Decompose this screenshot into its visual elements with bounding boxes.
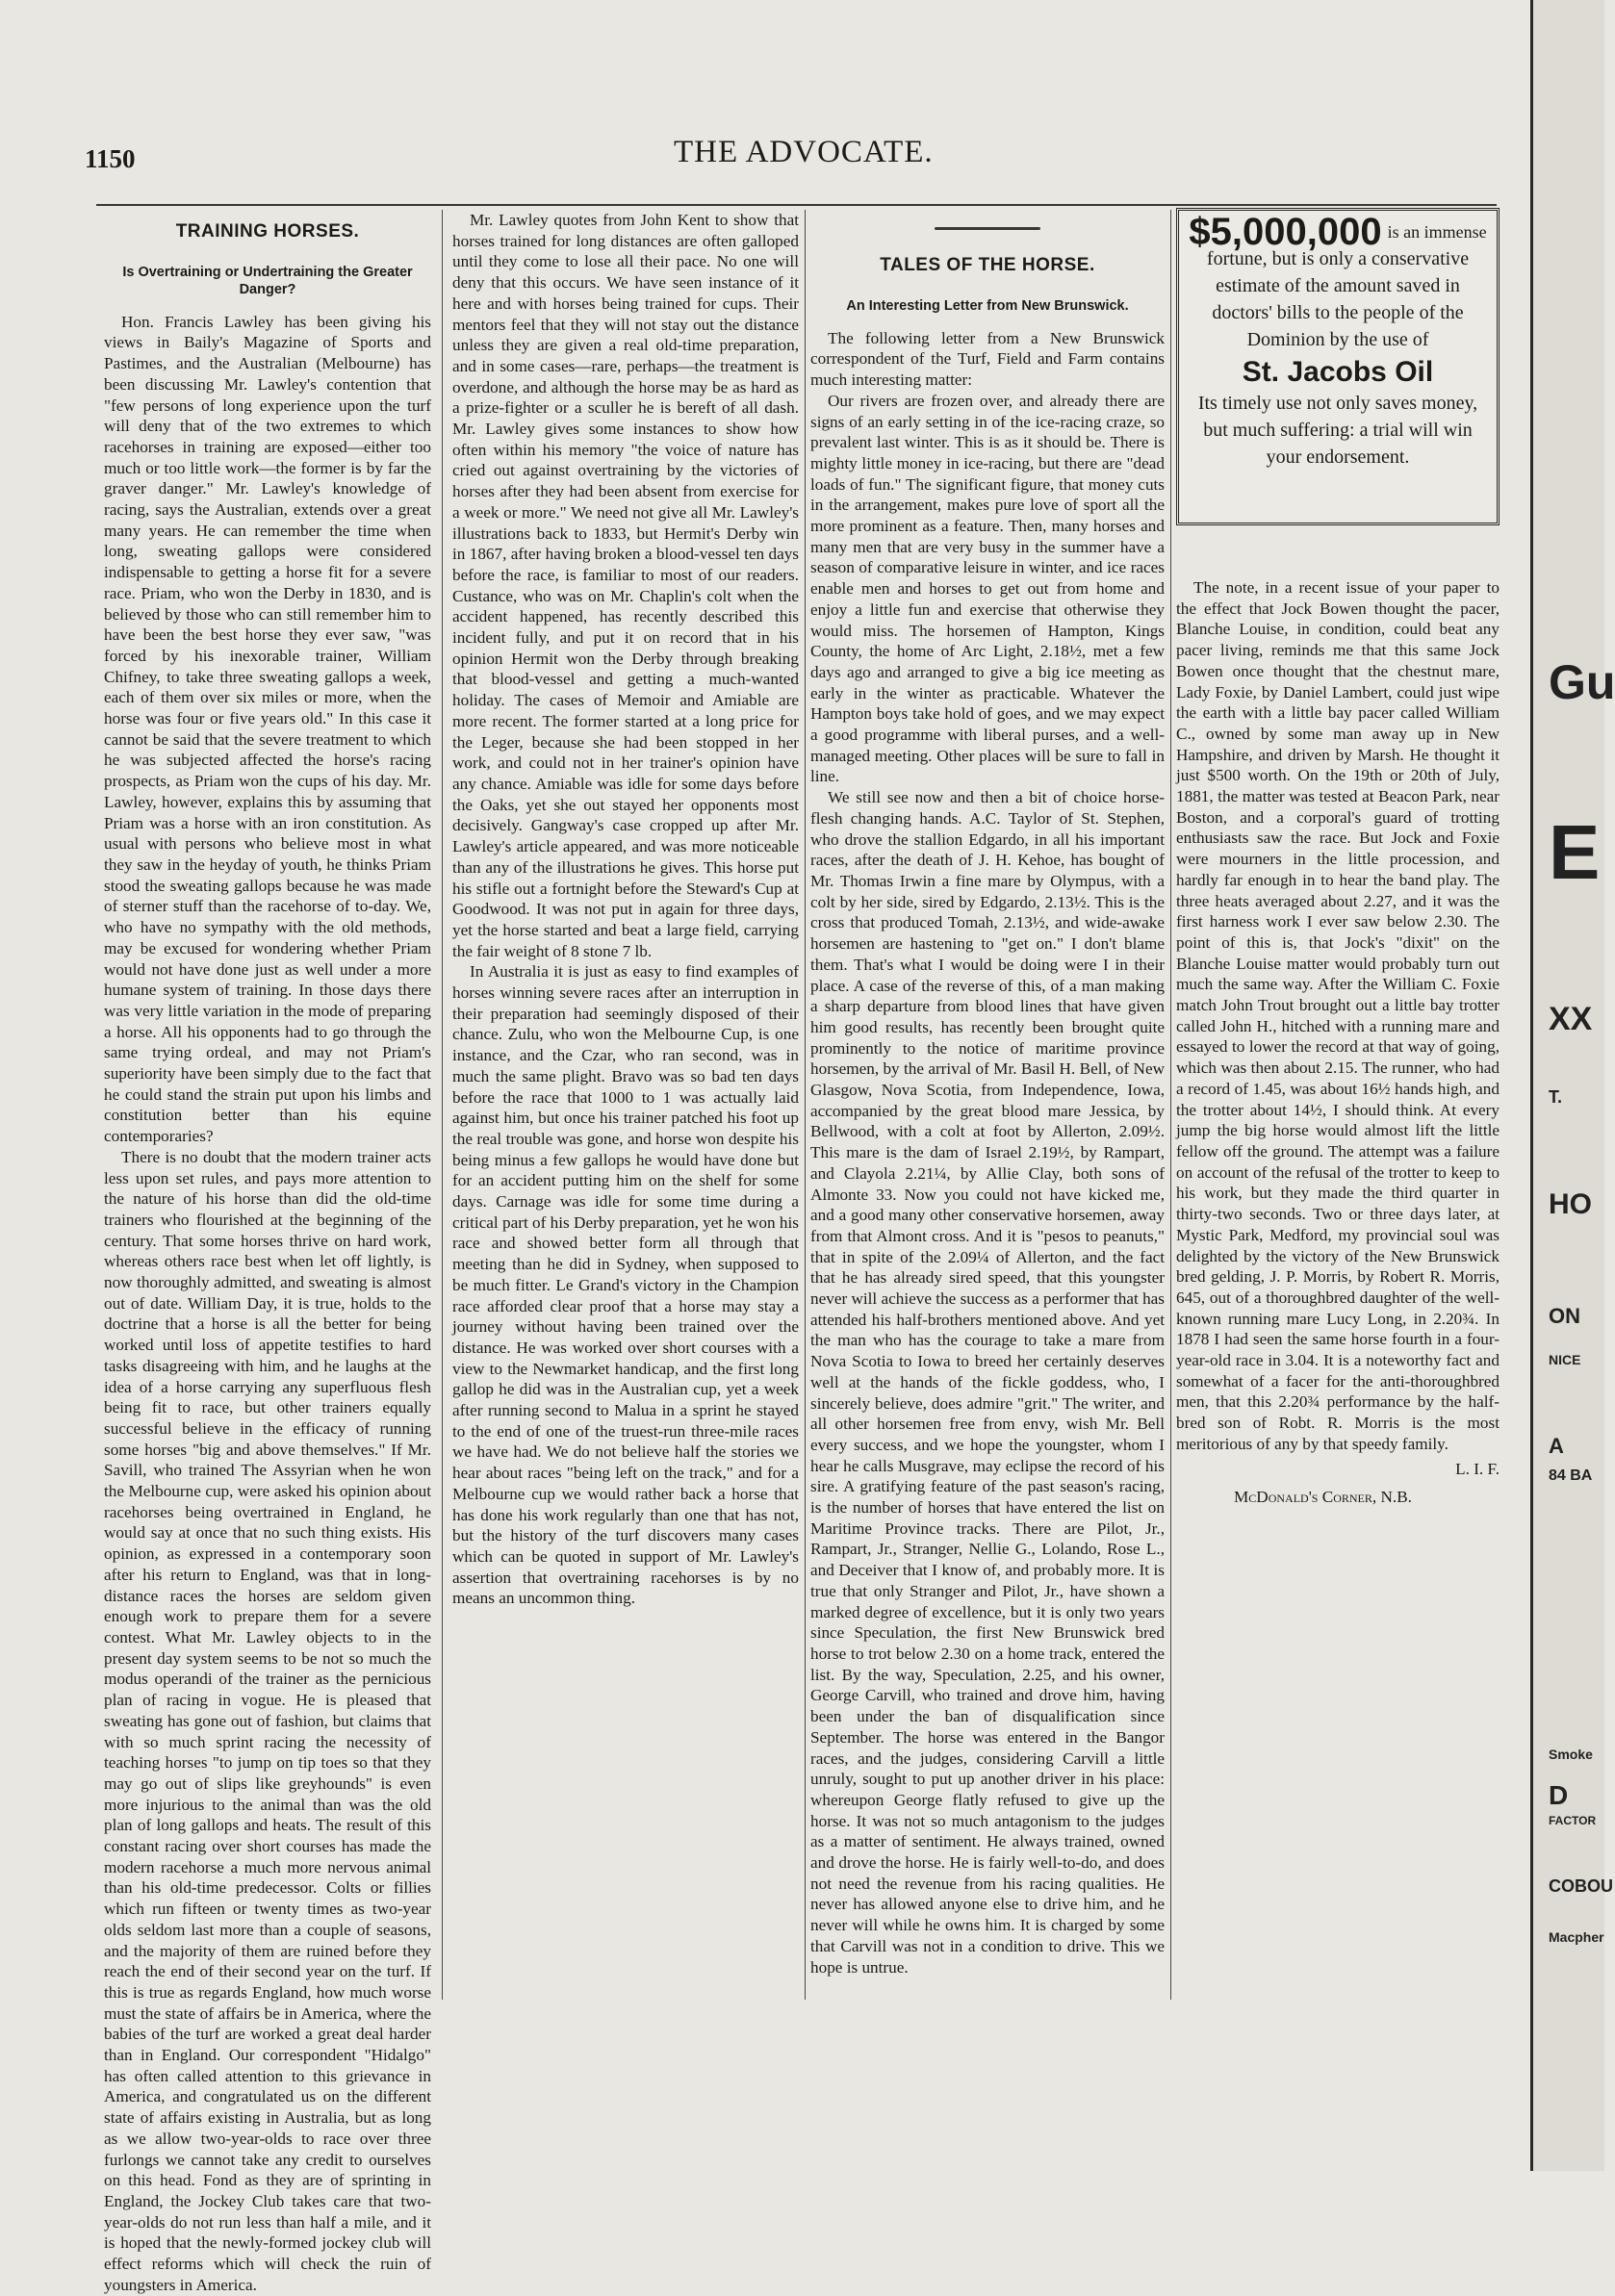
column-4: [1176, 577, 1500, 2000]
masthead-title: THE ADVOCATE.: [674, 135, 934, 169]
ad-amount: $5,000,000: [1189, 211, 1382, 253]
article-title: TRAINING HORSES.: [175, 221, 360, 242]
margin-fragment: Macpher: [1549, 1929, 1604, 1945]
margin-fragment: ON: [1549, 1304, 1580, 1328]
article-subtitle: Is Overtraining or Undertraining the Greater Danger?: [122, 264, 413, 297]
column-rule: [442, 210, 443, 2000]
section-divider: [935, 227, 1040, 230]
margin-fragment: E: [1549, 809, 1601, 895]
ad-text: is an immense: [1387, 222, 1487, 242]
ad-text: Its timely use not only saves money, but much suffering: a trial will win your endorsement.: [1197, 393, 1478, 468]
article-paragraph: Mr. Lawley quotes from John Kent to show that horses trained for long distances are often galloped until they come to lose all their pace. No one will deny that this occurs. We have seen instance of it here and with horses being trained for cups. Their mentors feel that they will not stay out the distance unless they are given a real old-time preparation, and in some cases—rare, perhaps—the treatment is overdone, and although the horse may be as hard as a prize-fighter or a sculler he is bereft of all dash. Mr. Lawley gives some instances to show how often within his memory "the voice of nature has cried out against overtraining by the victories of horses after they had been absent from exercise for a week or more." We need not give all Mr. Lawley's illustrations back to 1833, but Hermit's Derby win in 1867, after having broken a blood-vessel ten days before the race, is familiar to most of our readers. Custance, who was on Mr. Chaplin's colt when the accident happened, has recently described this incident fully, and put it on record that in his opinion Hermit won the Derby through breaking that blood-vessel and getting a much-wanted holiday. The cases of Memoir and Amiable are more recent. The former started at a long price for the Leger, because she had been stopped in her work, and could not in her trainer's opinion have any chance. Amiable was idle for some days before the Oaks, yet she out stayed her opponents most decisively. Gangway's case cropped up after Mr. Lawley's article appeared, and was more noticeable than any of the illustrations he gives. This horse put his stifle out a fortnight before the Steward's Cup at Goodwood. It was not put in again for three days, yet the horse started and beat a large field, carrying the fair weight of 8 stone 7 lb.: [452, 211, 799, 960]
article-title: TALES OF THE HORSE.: [880, 255, 1095, 275]
margin-fragment: 84 BA: [1549, 1467, 1593, 1484]
st-jacobs-oil-advertisement: [1176, 208, 1500, 525]
article-paragraph: Our rivers are frozen over, and already there are signs of an early setting in of the ice-racing craze, so prevalent last winter. This is as it should be. There is mighty little money in ice-racing, but there are "dead loads of fun." The significant figure, that money cuts in the arrangement, makes pure love of sport all the more prominent as a feature. Then, many horses and many men that are very busy in the summer have a season of comparative leisure in winter, and ice races enable men and horses to get out from home and enjoy a little fun and exercise that otherwise they would miss. The horsemen of Hampton, Kings County, the home of Arc Light, 2.18½, met a few days ago and arranged to give a big ice meeting as early in the winter as practicable. Whatever the Hampton boys take hold of goes, and we may expect a good programme with liberal purses, and a well-managed meeting. Other places will be sure to fall in line.: [810, 391, 1165, 786]
column-1: [104, 210, 431, 2294]
margin-fragment: T.: [1549, 1087, 1563, 1107]
margin-fragment: HO: [1549, 1188, 1592, 1220]
margin-fragment: Smoke: [1549, 1747, 1593, 1762]
column-2: [452, 210, 799, 2000]
article-subtitle: An Interesting Letter from New Brunswick.: [846, 297, 1129, 314]
margin-fragment: NICE: [1549, 1352, 1581, 1367]
article-paragraph: In Australia it is just as easy to find examples of horses winning severe races after an interruption in their preparation had seemingly disposed of their chance. Zulu, who won the Melbourne Cup, is one instance, and the Czar, who ran second, was in much the same plight. Bravo was so bad ten days before the race that 1000 to 1 was actually laid against him, but once his trainer patched his foot up the real trouble was gone, and horse won despite his being minus a few gallops he would have done but for an accident putting him on the shelf for some days. Carnage was idle for some time during a critical part of his Derby preparation, yet he won his race and showed better form all through that meeting than he did in Sydney, when supposed to be much fitter. Le Grand's victory in the Champion race afforded clear proof that a horse may stay a journey without having been trained over the distance. He was worked over short courses with a view to the Newmarket handicap, and the first long gallop he did was in the Australian cup, yet a week after running second to Malua in a sprint he stayed to the end of one of the truest-run three-mile races we have had. We do not believe half the stories we hear about races "being left on the track," and for a Melbourne cup we would rather back a horse that has done his work regularly than one that has not, but the history of the turf discovers many cases which can be quoted in support of Mr. Lawley's assertion that overtraining racehorses is by no means an uncommon thing.: [452, 962, 799, 1608]
margin-fragment: FACTOR: [1549, 1814, 1597, 1827]
column-rule: [1170, 210, 1171, 2000]
article-paragraph: There is no doubt that the modern trainer acts less upon set rules, and pays more attention to the nature of his horse than did the old-time trainers who flourished at the beginning of the century. That some horses thrive on hard work, whereas others race best when let off lightly, is now thoroughly admitted, and sweating is almost out of date. William Day, it is true, holds to the doctrine that a horse is all the better for being worked until loss of appetite testifies to hard tasks disagreeing with him, and he laughs at the idea of a horse carrying any superfluous flesh being fit to race, but other trainers equally successful believe in the efficacy of running some horses "big and above themselves." If Mr. Savill, who trained The Assyrian when he won the Melbourne cup, were asked his opinion about racehorses being overtrained in England, he would say at once that no such thing exists. His opinion, as expressed in a contemporary soon after his return to England, was that in long-distance races the horses are seldom given enough work to prepare them for a severe contest. What Mr. Lawley objects to in the present day system seems to be not so much the modus operandi of the trainer as the pernicious plan of racing in vogue. He is pleased that sweating has gone out of fashion, but claims that with so much sprint racing the necessity of teaching horses "to jump on tip toes so that they may go out of slips like greyhounds" is even more injurious to the animal than was the old plan of long gallops and heats. The result of this constant racing over short courses has made the modern racehorse a much more nervous animal than his old-time predecessor. Colts or fillies which run fifteen or twenty times as two-year olds seldom last more than a couple of seasons, and the majority of them are ruined before they reach the end of their second year on the turf. If this is true as regards England, how much worse must the state of affairs be in America, where the babies of the turf are worked a great deal harder than in England. Our correspondent "Hidalgo" has often called attention to this grievance in America, and congratulated us on the different state of affairs existing in Australia, but as long as we allow two-year-olds to race over three furlongs we cannot take any credit to ourselves on this head. Fond as they are of sprinting in England, the Jockey Club takes care that two-year-olds do not run less than half a mile, and it is hoped that the newly-formed jockey club will effect reforms which will check the ruin of youngsters in America.: [104, 1147, 431, 2294]
article-paragraph: Hon. Francis Lawley has been giving his views in Baily's Magazine of Sports and Pastimes, and the Australian (Melbourne) has been discussing Mr. Lawley's contention that "few persons of long experience upon the turf will deny that of the two extremes to which racehorses in training are exposed—either too much or too little work—the former is by far the graver danger." Mr. Lawley's knowledge of racing, says the Australian, extends over a great many years. He can remember the time when long, sweating gallops were considered indispensable to getting a horse fit for a severe race. Priam, who won the Derby in 1830, and is believed by those who can still remember him to have been the best horse they ever saw, "was forced by his inexorable trainer, William Chifney, to take three sweating gallops a week, each of them over six miles or more, when the horse was four or five years old." In this case it cannot be said that the severe treatment to which he was subjected affected the horse's racing prospects, as Priam won the cups of his day. Mr. Lawley, however, explains this by assuming that Priam was a horse with an iron constitution. As usual with persons who believe most in what they saw in the heyday of youth, he thinks Priam stood the sweating gallops because he was made of sterner stuff than the racehorse of to-day. We, who have no sympathy with the old methods, may be excused for wondering whether Priam would not have done just as well under a more humane system of training. In those days there was very little variation in the mode of preparing a horse. All his opponents had to go through the same trying ordeal, and may not Priam's superiority have been simply due to the fact that he could stand the strain put upon his limbs and constitution better than his equine contemporaries?: [104, 312, 431, 1146]
margin-fragment: Gu: [1549, 655, 1615, 709]
margin-fragment: XX: [1549, 1001, 1593, 1037]
margin-fragment: D: [1549, 1780, 1569, 1810]
margin-fragment: COBOU: [1549, 1876, 1613, 1896]
column-3: [810, 210, 1165, 2000]
ad-text: fortune, but is only a conservative estimate of the amount saved in doctors' bills to the people of the Dominion by the use of: [1206, 248, 1470, 350]
dateline-place: McDonald's Corner, N.B.: [1234, 1488, 1412, 1507]
adjacent-page-strip: [1530, 0, 1615, 2171]
column-rule: [805, 210, 806, 2000]
article-paragraph: The following letter from a New Brunswick correspondent of the Turf, Field and Farm contains much interesting matter:: [810, 328, 1165, 390]
ad-brand: St. Jacobs Oil: [1242, 356, 1434, 388]
article-paragraph: The note, in a recent issue of your paper to the effect that Jock Bowen thought the pacer, Blanche Louise, in condition, could beat any pacer living, reminds me that this same Jock Bowen once thought that the chestnut mare, Lady Foxie, by Daniel Lambert, could just wipe the earth with a little bay pacer called William C., owned by some man away up in New Hampshire, and driven by Marsh. He thought it just $500 worth. On the 19th or 20th of July, 1881, the matter was tested at Beacon Park, near Boston, and a corporal's guard of trotting enthusiasts saw the race. But Jock and Foxie were mourners in the little procession, and hardly far enough in to hear the band play. The three heats averaged about 2.27, and it was the first harness work I ever saw below 2.30. The point of this is, that Jock's "dixit" on the Blanche Louise matter would probably turn out much the same way. After the William C. Foxie match John Trout brought out a little bay trotter called John H., hitched with a running mare and essayed to lower the record at that way of going, which was then about 2.15. The runner, who had a record of 1.45, was about 16½ hands high, and the trotter about 14½, I should think. At every jump the big horse would almost lift the little fellow off the ground. The attempt was a failure on account of the refusal of the trotter to keep to his work, but they made the third quarter in thirty-two seconds. Two or three days later, at Mystic Park, Medford, my provincial soul was delighted by the victory of the New Brunswick bred gelding, J. P. Morris, by Robert R. Morris, 645, out of a thoroughbred daughter of the well-known running mare Lucy Long, in 2.20¾. In 1878 I had seen the same horse fourth in a four-year-old race in 3.04. It is a noteworthy fact and somewhat of a facer for the anti-thoroughbred men, that this 2.20¾ performance by the half-bred son of Robt. R. Morris is the most meritorious of any by that speedy family.: [1176, 578, 1500, 1453]
page-number: 1150: [85, 144, 136, 173]
margin-fragment: A: [1549, 1434, 1564, 1458]
article-paragraph: We still see now and then a bit of choice horse-flesh changing hands. A.C. Taylor of St. Stephen, who drove the stallion Edgardo, in all his important races, after the death of J. H. Kehoe, has bought of Mr. Thomas Irwin a fine mare by Olympus, with a colt by her side, sired by Edgardo, 2.13½. This is the cross that produced Tomah, 2.13½, and wide-awake horsemen are hastening to "get on." I don't blame them. That's what I would be doing were I in their place. A case of the reverse of this, of a man making a sharp departure from blood lines that have given him good results, has recently been brought quite prominently to the notice of maritime province horsemen, by the arrival of Mr. Basil H. Bell, of New Glasgow, Nova Scotia, from Independence, Iowa, accompanied by the great blood mare Jessica, by Bellwood, with a colt at foot by Allerton, 2.09½. This mare is the dam of Israel 2.19½, by Rampart, and Clayola 2.21¼, by Allie Clay, both sons of Almonte 33. Now you could not have kicked me, and a good many other conservative horsemen, away from that Almont cross. And it is "pesos to peanuts," that in spite of the 2.09¼ of Allerton, and the fact that he has already sired speed, that this youngster never will achieve the success as a performer that has attended his half-brothers mentioned above. And yet the man who has the courage to take a mare from Nova Scotia to Iowa to breed her certainly deserves well at the hands of the fickle goddess, who, I sincerely believe, does admire "grit." The writer, and all other horsemen free from envy, wish Mr. Bell every success, and we hope the youngster, whom I hear he calls Musgrave, may eclipse the record of his sire. A gratifying feature of the past season's racing, is the number of horses that have entered the list on Maritime Province tracks. There are Pilot, Jr., Rampart, Jr., Stranger, Nellie G., Lolando, Rose L., and Deceiver that I know of, and probably more. It is true that only Stranger and Pilot, Jr., have shown a marked degree of excellence, but it is only two years since Speculation, the first New Brunswick bred horse to trot below 2.30 on a home track, entered the list. By the way, Speculation, 2.25, and his owner, George Carvill, who trained and drove him, having been under the ban of disqualification since September. The horse was entered in the Bangor races, and the judges, considering Carvill a little unruly, sought to put up another driver in his place: whereupon George flatly refused to give up the horse. It was not so much antagonism to the judges as a matter of sentiment. He always trained, owned and drove the horse. He is fairly well-to-do, and does not need the revenue from his racing qualities. He never has allowed anyone else to drive him, and he never will while he owns him. It is charged by some that Carvill was not in a condition to drive. This we hope is untrue.: [810, 788, 1165, 1977]
signature: L. I. F.: [1455, 1459, 1500, 1478]
header-rule: [96, 204, 1497, 206]
